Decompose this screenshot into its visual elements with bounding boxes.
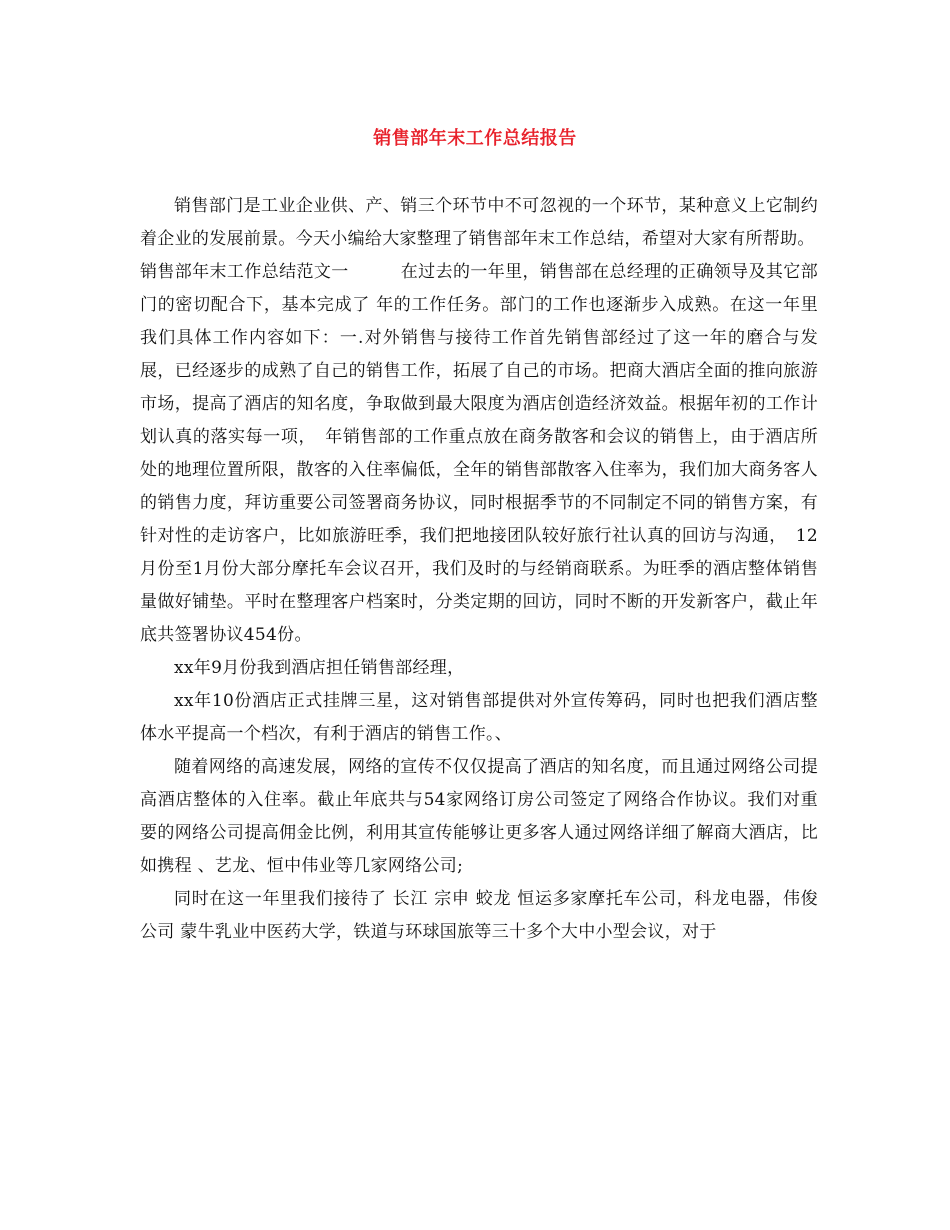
paragraph-meetings: 同时在这一年里我们接待了 长江 宗申 蛟龙 恒运多家摩托车公司，科龙电器，伟俊公司 蒙牛乳业中医药大学，铁道与环球国旅等三十多个大中小型会议，对于: [140, 889, 818, 942]
document-title: 销售部年末工作总结报告: [373, 128, 577, 149]
paragraph-sample-one: 销售部年末工作总结范文一 在过去的一年里，销售部在总经理的正确领导及其它部门的密切配合下，基本完成了 年的工作任务。部门的工作也逐渐步入成熟。在这一年里我们具体工作内容如下：一.对外销售与接待工作首先销售部经过了这一年的磨合与发展，已经逐步的成熟了自己的销售工作，拓展了自己的市场。把商大酒店全面的推向旅游市场，提高了酒店的知名度，争取做到最大限度为酒店创造经济效益。根据年初的工作计划认真的落实每一项， 年销售部的工作重点放在商务散客和会议的销售上，由于酒店所处的地理位置所限，散客的入住率偏低，全年的销售部散客入住率为，我们加大商务客人的销售力度，拜访重要公司签署商务协议，同时根据季节的不同制定不同的销售方案，有针对性的走访客户，比如旅游旺季，我们把地接团队较好旅行社认真的回访与沟通， 12月份至1月份大部分摩托车会议召开，我们及时的与经销商联系。为旺季的酒店整体销售量做好铺垫。平时在整理客户档案时，分类定期的回访，同时不断的开发新客户，截止年底共签署协议454份。: [140, 262, 818, 645]
document-body: [140, 190, 818, 949]
paragraph-october: xx年10份酒店正式挂牌三星，这对销售部提供对外宣传筹码，同时也把我们酒店整体水平提高一个档次，有利于酒店的销售工作。、: [140, 691, 818, 744]
paragraph-intro: 销售部门是工业企业供、产、销三个环节中不可忽视的一个环节，某种意义上它制约着企业的发展前景。今天小编给大家整理了销售部年末工作总结，希望对大家有所帮助。: [140, 196, 818, 249]
paragraph-september: xx年9月份我到酒店担任销售部经理，: [174, 658, 465, 678]
paragraph-network: 随着网络的高速发展，网络的宣传不仅仅提高了酒店的知名度，而且通过网络公司提高酒店整体的入住率。截止年底共与54家网络订房公司签定了网络合作协议。我们对重要的网络公司提高佣金比例，利用其宣传能够让更多客人通过网络详细了解商大酒店，比如携程 、艺龙、恒中伟业等几家网络公司;: [140, 757, 818, 876]
